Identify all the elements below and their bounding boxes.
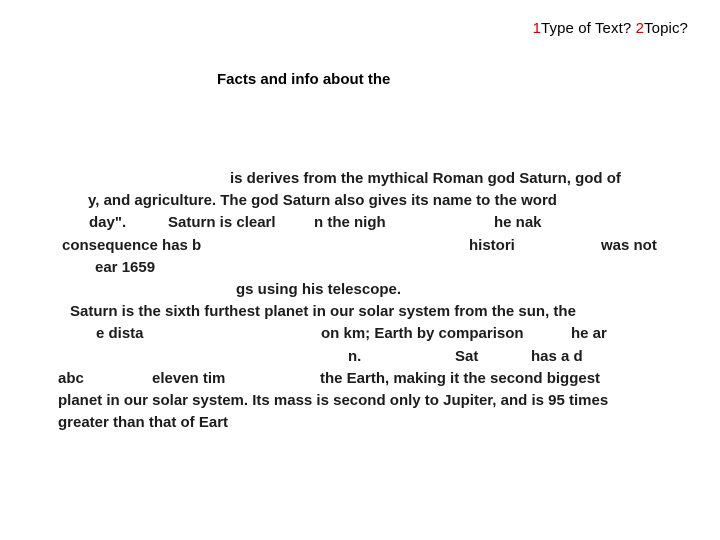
question-prompt xyxy=(533,20,688,37)
question-label-type: Type of Text? xyxy=(541,20,632,37)
text-line xyxy=(58,390,664,412)
text-fragment: consequence has b xyxy=(62,236,202,254)
text-fragment: the Earth, making it the second biggest xyxy=(320,369,601,387)
text-line xyxy=(58,212,664,234)
text-line xyxy=(58,235,664,257)
text-fragment: n the nigh xyxy=(314,214,386,232)
body-text xyxy=(58,168,664,434)
text-line xyxy=(58,168,664,190)
question-number-1: 1 xyxy=(532,20,542,37)
text-fragment: day". xyxy=(89,214,127,232)
text-fragment: was not xyxy=(601,236,657,254)
text-fragment: planet in our solar system. Its mass is second only to Jupiter, and is 95 times xyxy=(58,391,609,409)
text-fragment: Sat xyxy=(455,347,479,365)
text-line xyxy=(58,190,664,212)
text-fragment: on km; Earth by comparison xyxy=(321,325,524,343)
question-label-topic: Topic? xyxy=(644,20,688,37)
text-line xyxy=(58,257,664,279)
text-line xyxy=(58,279,664,301)
text-fragment: histori xyxy=(469,236,515,254)
text-line xyxy=(58,323,664,345)
text-fragment: gs using his telescope. xyxy=(236,280,402,298)
text-line xyxy=(58,368,664,390)
text-fragment: e dista xyxy=(96,325,144,343)
text-line xyxy=(58,346,664,368)
text-fragment: Saturn is the sixth furthest planet in our solar system from the sun, the xyxy=(70,303,576,321)
text-line xyxy=(58,301,664,323)
text-fragment: abc xyxy=(58,369,84,387)
text-fragment: ear 1659 xyxy=(95,258,156,276)
text-fragment: n. xyxy=(348,347,362,365)
text-fragment: Saturn is clearl xyxy=(168,214,276,232)
text-fragment: eleven tim xyxy=(152,369,226,387)
text-fragment: greater than that of Eart xyxy=(58,414,229,432)
text-fragment: he nak xyxy=(494,214,542,232)
text-fragment: has a d xyxy=(531,347,583,365)
text-fragment: is derives from the mythical Roman god Saturn, god of xyxy=(230,170,621,187)
text-fragment: he ar xyxy=(571,325,607,343)
text-line xyxy=(58,412,664,434)
text-fragment: y, and agriculture. The god Saturn also gives its name to the word xyxy=(88,192,557,210)
question-number-2: 2 xyxy=(635,20,645,37)
page-title: Facts and info about the xyxy=(217,71,391,88)
